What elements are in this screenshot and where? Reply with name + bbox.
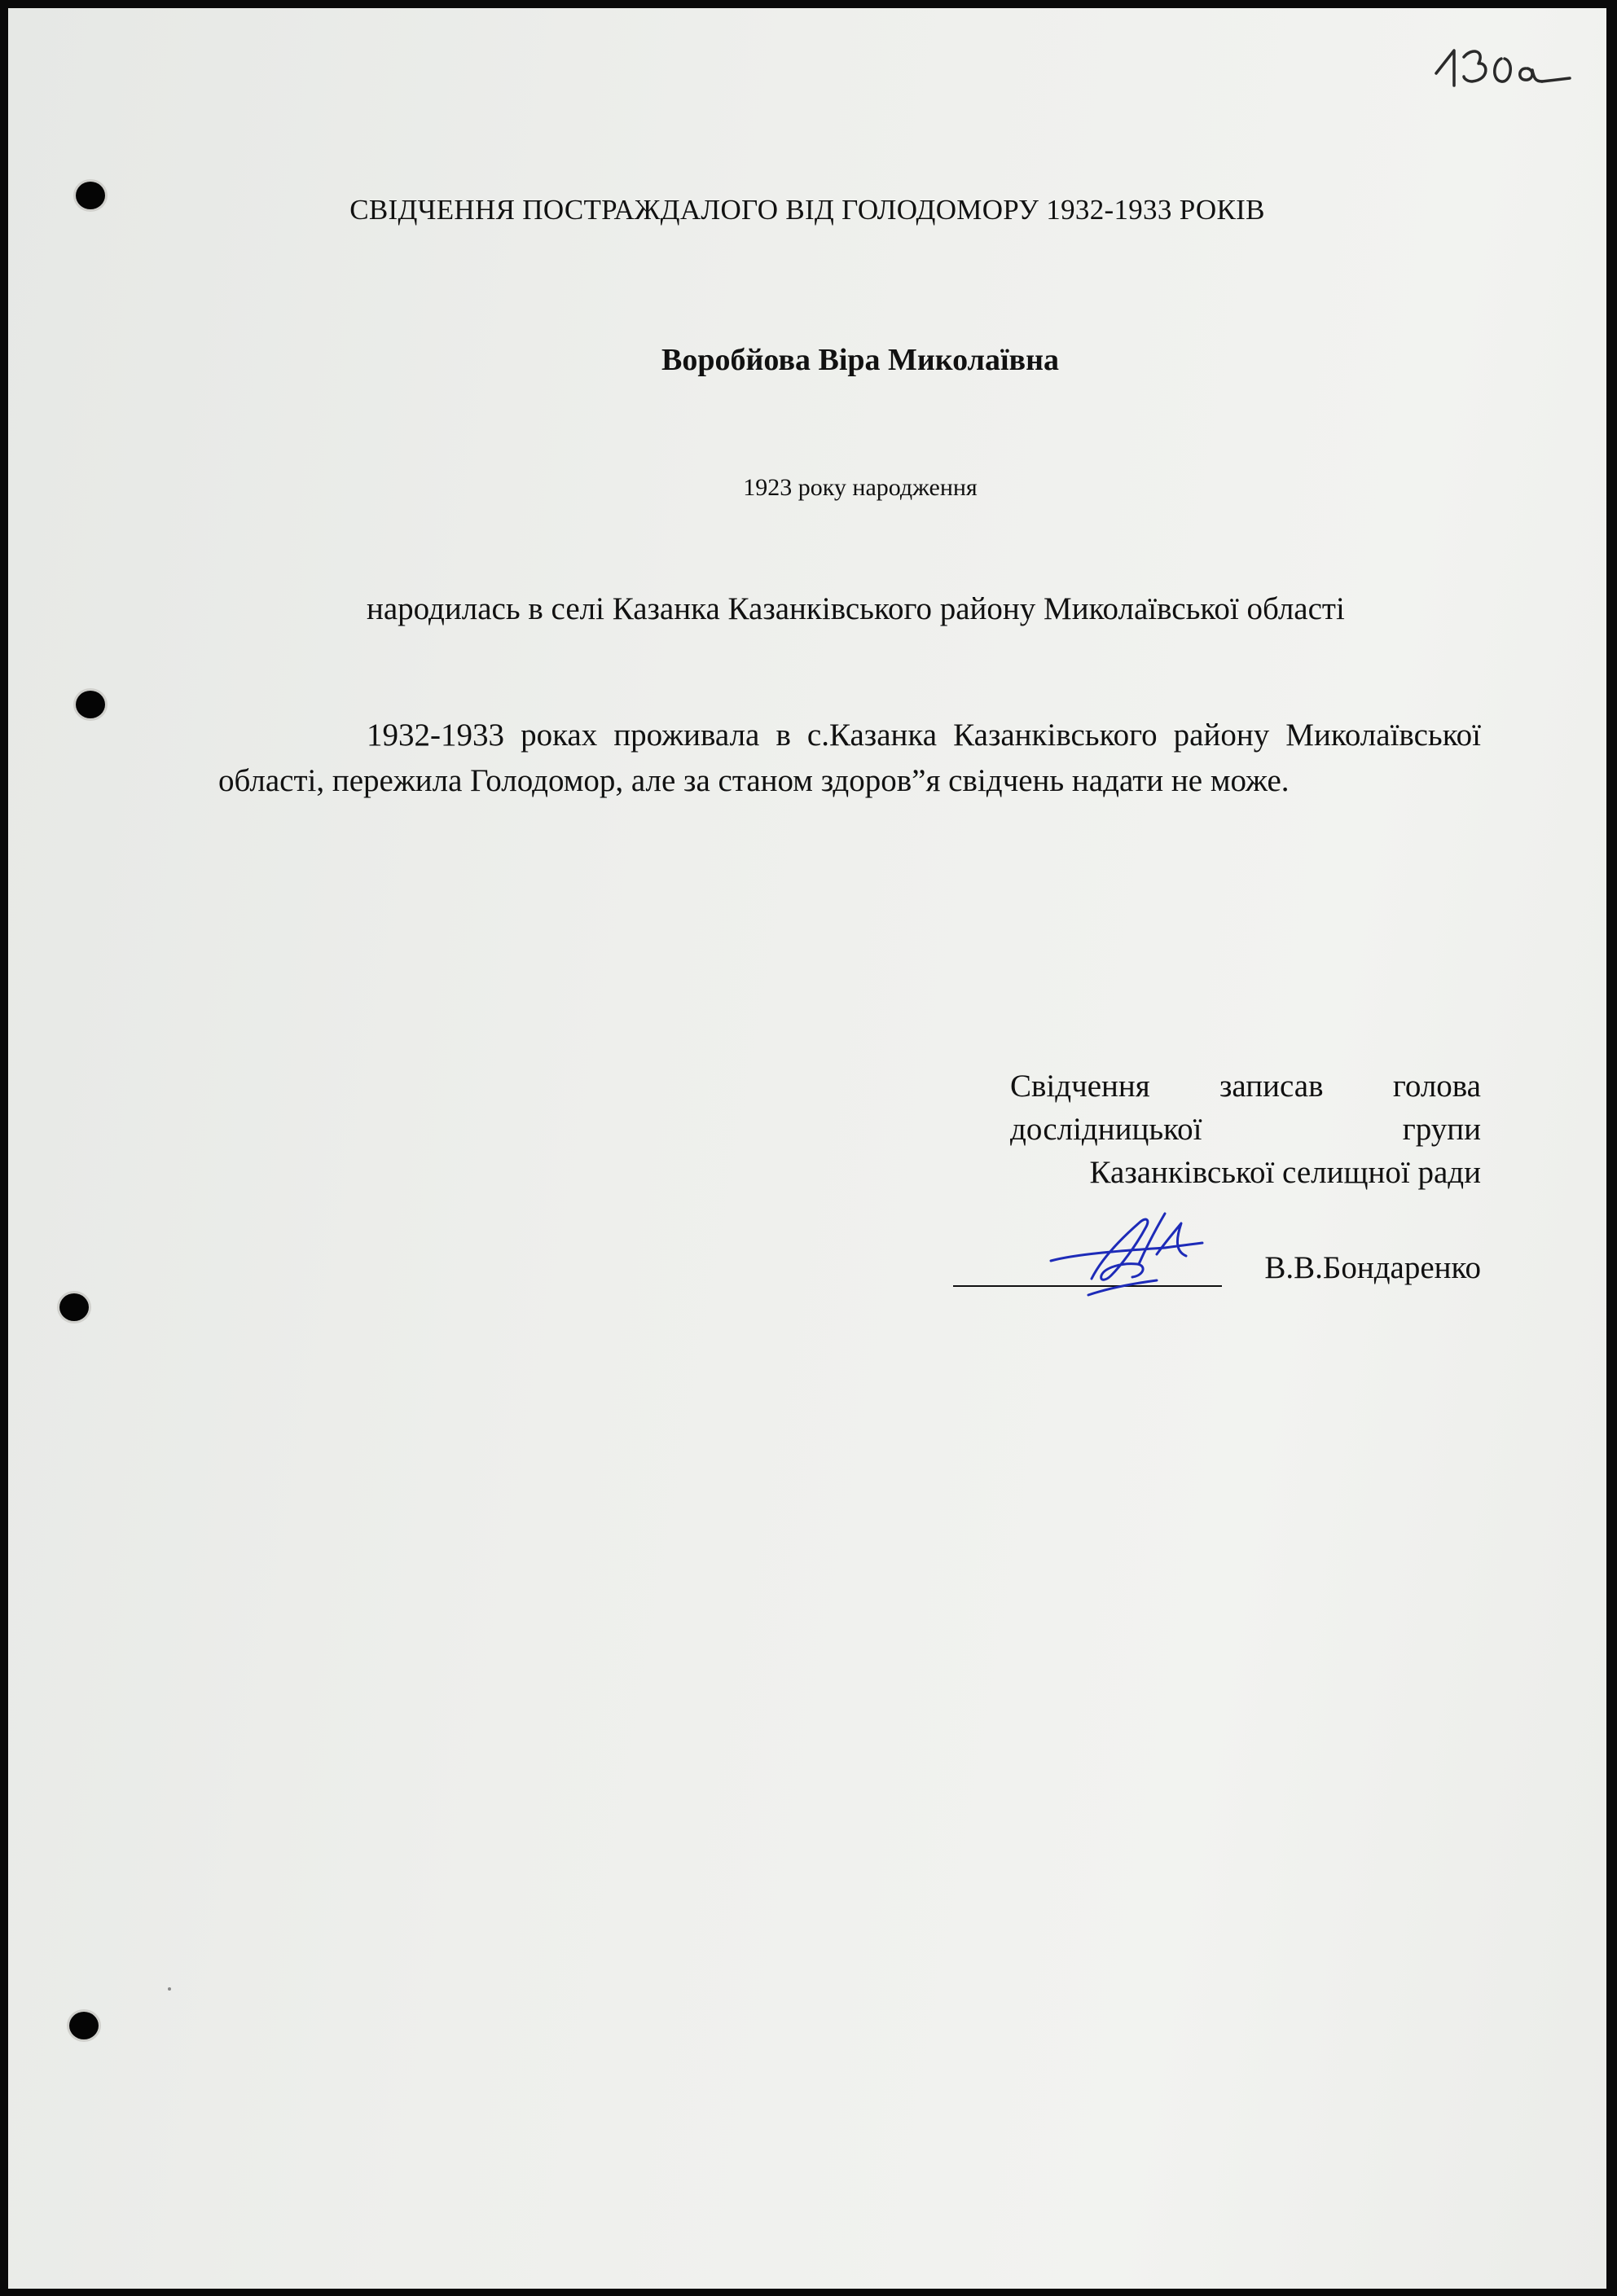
recorder-line-3: Казанківської селищної ради [1089,1155,1481,1190]
recorder-line-1: Свідчення записав голова [1010,1069,1481,1104]
archive-number-handwritten [1430,41,1576,98]
testimony-paragraph: 1932-1933 роках проживала в с.Казанка Казанківського району Миколаївської області, пережила Голодомор, але за станом здоров”я свідчень надати не може. [218,718,1481,798]
birthplace-paragraph: народилась в селі Казанка Казанківського району Миколаївської області [367,591,1345,626]
document-page [8,8,1606,2289]
punch-hole [59,1293,89,1321]
punch-hole [69,2012,99,2039]
witness-name: Воробйова Віра Миколаївна [661,343,1059,377]
document-title: СВІДЧЕННЯ ПОСТРАЖДАЛОГО ВІД ГОЛОДОМОРУ 1932-1933 РОКІВ [349,194,1265,226]
handwritten-signature [1043,1197,1222,1303]
signer-name: В.В.Бондаренко [1264,1250,1481,1285]
recorder-block [1010,1065,1481,1194]
birth-year-line: 1923 року народження [743,474,978,501]
recorder-line-2: дослідницької групи [1010,1112,1481,1147]
punch-hole [76,691,105,718]
paper-speck [168,1987,171,1991]
